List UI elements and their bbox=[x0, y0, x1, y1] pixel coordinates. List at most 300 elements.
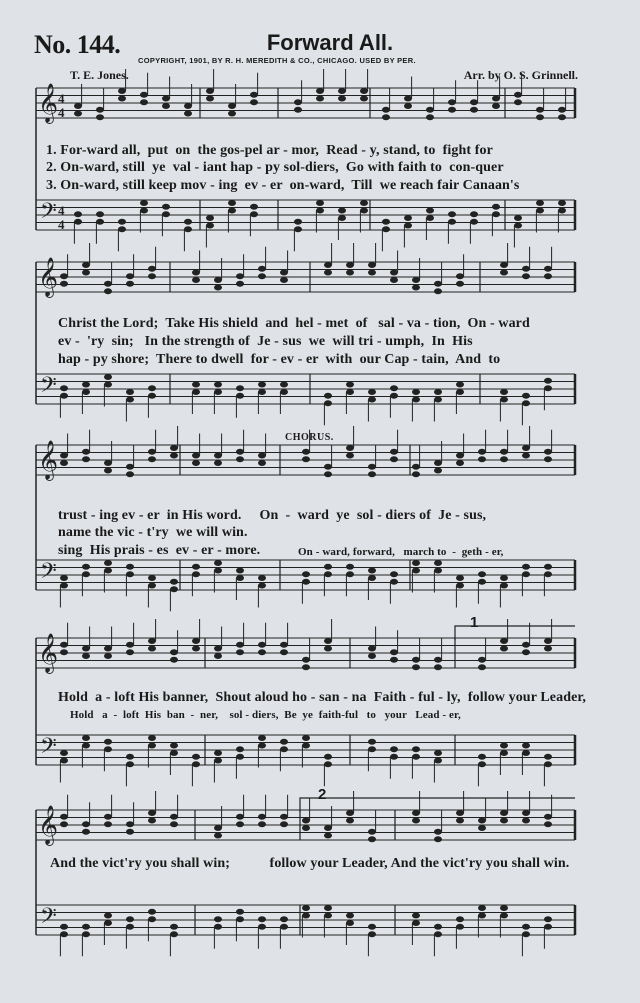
note-head bbox=[258, 649, 266, 655]
note-head bbox=[492, 96, 500, 102]
note-head bbox=[544, 754, 552, 760]
note-head bbox=[148, 449, 156, 455]
note-head bbox=[390, 393, 398, 399]
note-head bbox=[236, 449, 244, 455]
note-head bbox=[558, 200, 566, 206]
note-head bbox=[82, 564, 90, 570]
note-head bbox=[258, 743, 266, 749]
note-head bbox=[324, 913, 332, 919]
note-head bbox=[324, 571, 332, 577]
note-head bbox=[96, 211, 104, 217]
note-head bbox=[302, 579, 310, 585]
note-head bbox=[346, 818, 354, 824]
note-head bbox=[126, 821, 134, 827]
note-head bbox=[434, 750, 442, 756]
note-head bbox=[434, 758, 442, 764]
note-head bbox=[360, 88, 368, 94]
note-head bbox=[258, 916, 266, 922]
note-head bbox=[126, 464, 134, 470]
note-head bbox=[170, 750, 178, 756]
note-head bbox=[522, 818, 530, 824]
lyric-chorus-bass-line-2: Hold a - loft His ban - ner, sol - diers, Be ye faith-ful to your Lead - er, bbox=[70, 709, 461, 721]
note-head bbox=[346, 571, 354, 577]
note-head bbox=[170, 445, 178, 451]
note-head bbox=[206, 223, 214, 229]
note-head bbox=[228, 200, 236, 206]
note-head bbox=[346, 920, 354, 926]
note-head bbox=[184, 111, 192, 117]
note-head bbox=[148, 818, 156, 824]
note-head bbox=[500, 750, 508, 756]
note-head bbox=[456, 460, 464, 466]
note-head bbox=[126, 829, 134, 835]
note-head bbox=[214, 653, 222, 659]
note-head bbox=[236, 385, 244, 391]
note-head bbox=[170, 821, 178, 827]
note-head bbox=[434, 924, 442, 930]
note-head bbox=[236, 642, 244, 648]
note-head bbox=[126, 642, 134, 648]
note-head bbox=[82, 924, 90, 930]
lyric-verse-2-line-3: name the vic - t'ry we will win. bbox=[58, 525, 248, 540]
note-head bbox=[368, 262, 376, 268]
note-head bbox=[170, 579, 178, 585]
note-head bbox=[280, 382, 288, 388]
note-head bbox=[390, 754, 398, 760]
note-head bbox=[192, 382, 200, 388]
note-head bbox=[60, 583, 68, 589]
note-head bbox=[544, 266, 552, 272]
note-head bbox=[500, 449, 508, 455]
note-head bbox=[74, 219, 82, 225]
note-head bbox=[302, 657, 310, 663]
treble-clef: 𝄞 bbox=[38, 257, 59, 297]
note-head bbox=[500, 810, 508, 816]
note-head bbox=[250, 92, 258, 98]
note-head bbox=[302, 825, 310, 831]
note-head bbox=[434, 281, 442, 287]
note-head bbox=[126, 397, 134, 403]
note-head bbox=[126, 924, 134, 930]
note-head bbox=[148, 909, 156, 915]
note-head bbox=[412, 657, 420, 663]
note-head bbox=[368, 836, 376, 842]
note-head bbox=[324, 646, 332, 652]
lyric-verse-3-line-2: hap - py shore; There to dwell for - ev - er with our Cap - tain, And to bbox=[58, 352, 501, 367]
note-head bbox=[544, 821, 552, 827]
note-head bbox=[184, 103, 192, 109]
note-head bbox=[456, 453, 464, 459]
note-head bbox=[500, 583, 508, 589]
note-head bbox=[118, 219, 126, 225]
note-head bbox=[192, 638, 200, 644]
note-head bbox=[228, 103, 236, 109]
note-head bbox=[360, 200, 368, 206]
note-head bbox=[434, 397, 442, 403]
copyright-line: COPYRIGHT, 1901, BY R. H. MEREDITH & CO., CHICAGO. USED BY PER. bbox=[138, 56, 416, 65]
note-head bbox=[478, 754, 486, 760]
note-head bbox=[324, 270, 332, 276]
note-head bbox=[104, 468, 112, 474]
note-head bbox=[346, 270, 354, 276]
note-head bbox=[360, 208, 368, 214]
note-head bbox=[258, 575, 266, 581]
note-head bbox=[426, 114, 434, 120]
note-head bbox=[148, 916, 156, 922]
note-head bbox=[434, 664, 442, 670]
note-head bbox=[324, 833, 332, 839]
note-head bbox=[544, 571, 552, 577]
note-head bbox=[544, 456, 552, 462]
note-head bbox=[82, 646, 90, 652]
note-head bbox=[346, 389, 354, 395]
note-head bbox=[478, 664, 486, 670]
note-head bbox=[544, 273, 552, 279]
note-head bbox=[60, 273, 68, 279]
note-head bbox=[360, 96, 368, 102]
note-head bbox=[140, 92, 148, 98]
note-head bbox=[426, 107, 434, 113]
note-head bbox=[126, 389, 134, 395]
note-head bbox=[324, 464, 332, 470]
note-head bbox=[316, 88, 324, 94]
note-head bbox=[258, 583, 266, 589]
note-head bbox=[214, 460, 222, 466]
note-head bbox=[82, 389, 90, 395]
note-head bbox=[536, 208, 544, 214]
note-head bbox=[500, 389, 508, 395]
note-head bbox=[316, 96, 324, 102]
note-head bbox=[60, 649, 68, 655]
note-head bbox=[456, 810, 464, 816]
bass-clef: 𝄢 bbox=[40, 904, 57, 934]
note-head bbox=[390, 657, 398, 663]
note-head bbox=[522, 393, 530, 399]
note-head bbox=[60, 281, 68, 287]
note-head bbox=[126, 761, 134, 767]
note-head bbox=[236, 649, 244, 655]
note-head bbox=[104, 382, 112, 388]
note-head bbox=[74, 103, 82, 109]
note-head bbox=[82, 270, 90, 276]
note-head bbox=[346, 564, 354, 570]
note-head bbox=[104, 739, 112, 745]
note-head bbox=[280, 389, 288, 395]
note-head bbox=[302, 664, 310, 670]
note-head bbox=[500, 646, 508, 652]
note-head bbox=[104, 568, 112, 574]
note-head bbox=[104, 281, 112, 287]
note-head bbox=[478, 913, 486, 919]
note-head bbox=[126, 471, 134, 477]
composer-credit: T. E. Jones. bbox=[70, 68, 129, 82]
note-head bbox=[104, 374, 112, 380]
note-head bbox=[60, 821, 68, 827]
note-head bbox=[404, 96, 412, 102]
note-head bbox=[492, 103, 500, 109]
note-head bbox=[280, 642, 288, 648]
bass-clef: 𝄢 bbox=[40, 373, 57, 403]
note-head bbox=[434, 288, 442, 294]
note-head bbox=[324, 825, 332, 831]
note-head bbox=[544, 646, 552, 652]
note-head bbox=[236, 754, 244, 760]
lyric-verse-1-line-2: Christ the Lord; Take His shield and hel - met of sal - va - tion, On - ward bbox=[58, 316, 530, 331]
note-head bbox=[96, 107, 104, 113]
note-head bbox=[522, 642, 530, 648]
note-head bbox=[500, 913, 508, 919]
note-head bbox=[412, 397, 420, 403]
note-head bbox=[522, 743, 530, 749]
note-head bbox=[184, 226, 192, 232]
note-head bbox=[60, 924, 68, 930]
time-signature: 4 bbox=[58, 217, 65, 232]
chorus-label: CHORUS. bbox=[285, 432, 334, 443]
note-head bbox=[104, 746, 112, 752]
note-head bbox=[258, 389, 266, 395]
note-head bbox=[390, 277, 398, 283]
note-head bbox=[456, 924, 464, 930]
note-head bbox=[302, 571, 310, 577]
note-head bbox=[214, 750, 222, 756]
note-head bbox=[316, 208, 324, 214]
note-head bbox=[382, 219, 390, 225]
note-head bbox=[206, 96, 214, 102]
note-head bbox=[544, 638, 552, 644]
note-head bbox=[514, 99, 522, 105]
note-head bbox=[302, 818, 310, 824]
note-head bbox=[368, 829, 376, 835]
note-head bbox=[148, 735, 156, 741]
note-head bbox=[294, 107, 302, 113]
note-head bbox=[280, 814, 288, 820]
note-head bbox=[368, 471, 376, 477]
note-head bbox=[346, 913, 354, 919]
note-head bbox=[118, 226, 126, 232]
note-head bbox=[346, 382, 354, 388]
note-head bbox=[82, 456, 90, 462]
note-head bbox=[368, 746, 376, 752]
note-head bbox=[558, 208, 566, 214]
note-head bbox=[162, 96, 170, 102]
lyric-verse-1-line-3: trust - ing ev - er in His word. On - ward ye sol - diers of Je - sus, bbox=[58, 508, 487, 523]
note-head bbox=[82, 821, 90, 827]
note-head bbox=[302, 449, 310, 455]
note-head bbox=[126, 564, 134, 570]
note-head bbox=[412, 810, 420, 816]
note-head bbox=[500, 262, 508, 268]
note-head bbox=[514, 223, 522, 229]
note-head bbox=[500, 743, 508, 749]
note-head bbox=[258, 460, 266, 466]
note-head bbox=[236, 393, 244, 399]
note-head bbox=[478, 449, 486, 455]
note-head bbox=[412, 746, 420, 752]
note-head bbox=[412, 285, 420, 291]
note-head bbox=[456, 818, 464, 824]
note-head bbox=[500, 397, 508, 403]
note-head bbox=[148, 456, 156, 462]
note-head bbox=[192, 389, 200, 395]
note-head bbox=[236, 273, 244, 279]
time-signature: 4 bbox=[58, 203, 65, 218]
note-head bbox=[544, 761, 552, 767]
note-head bbox=[140, 208, 148, 214]
note-head bbox=[522, 273, 530, 279]
note-head bbox=[236, 456, 244, 462]
note-head bbox=[60, 575, 68, 581]
note-head bbox=[162, 204, 170, 210]
note-head bbox=[228, 111, 236, 117]
note-head bbox=[302, 743, 310, 749]
note-head bbox=[236, 575, 244, 581]
note-head bbox=[184, 219, 192, 225]
note-head bbox=[346, 262, 354, 268]
arranger-credit: Arr. by O. S. Grinnell. bbox=[463, 68, 578, 82]
note-head bbox=[368, 397, 376, 403]
note-head bbox=[536, 107, 544, 113]
note-head bbox=[148, 266, 156, 272]
note-head bbox=[404, 215, 412, 221]
note-head bbox=[316, 200, 324, 206]
note-head bbox=[434, 560, 442, 566]
note-head bbox=[280, 649, 288, 655]
note-head bbox=[258, 814, 266, 820]
lyric-verse-3-line-3: sing His prais - es ev - er - more. bbox=[58, 543, 261, 558]
note-head bbox=[426, 208, 434, 214]
note-head bbox=[280, 277, 288, 283]
note-head bbox=[250, 204, 258, 210]
lyric-verse-2-line-2: ev - 'ry sin; In the strength of Je - sus we will tri - umph, In His bbox=[58, 334, 473, 349]
note-head bbox=[456, 273, 464, 279]
note-head bbox=[522, 924, 530, 930]
note-head bbox=[412, 471, 420, 477]
note-head bbox=[82, 571, 90, 577]
note-head bbox=[500, 270, 508, 276]
note-head bbox=[82, 735, 90, 741]
note-head bbox=[478, 905, 486, 911]
note-head bbox=[104, 821, 112, 827]
time-signature: 4 bbox=[58, 91, 65, 106]
note-head bbox=[346, 445, 354, 451]
note-head bbox=[434, 389, 442, 395]
hymn-title: Forward All. bbox=[266, 30, 394, 55]
note-head bbox=[470, 99, 478, 105]
note-head bbox=[60, 931, 68, 937]
note-head bbox=[412, 913, 420, 919]
note-head bbox=[148, 583, 156, 589]
note-head bbox=[470, 211, 478, 217]
note-head bbox=[544, 385, 552, 391]
note-head bbox=[294, 219, 302, 225]
lyric-chorus-bass-line-1: On - ward, forward, march to - geth - er, bbox=[298, 546, 504, 558]
note-head bbox=[412, 389, 420, 395]
note-head bbox=[456, 389, 464, 395]
note-head bbox=[214, 916, 222, 922]
note-head bbox=[390, 385, 398, 391]
note-head bbox=[170, 586, 178, 592]
note-head bbox=[96, 219, 104, 225]
note-head bbox=[478, 456, 486, 462]
note-head bbox=[324, 761, 332, 767]
note-head bbox=[258, 924, 266, 930]
note-head bbox=[456, 583, 464, 589]
note-head bbox=[162, 211, 170, 217]
treble-clef: 𝄞 bbox=[38, 633, 59, 673]
note-head bbox=[148, 385, 156, 391]
note-head bbox=[478, 571, 486, 577]
note-head bbox=[104, 653, 112, 659]
note-head bbox=[192, 453, 200, 459]
note-head bbox=[456, 575, 464, 581]
note-head bbox=[434, 657, 442, 663]
note-head bbox=[236, 909, 244, 915]
note-head bbox=[412, 920, 420, 926]
note-head bbox=[104, 288, 112, 294]
note-head bbox=[382, 114, 390, 120]
note-head bbox=[522, 931, 530, 937]
note-head bbox=[522, 649, 530, 655]
note-head bbox=[126, 273, 134, 279]
note-head bbox=[192, 571, 200, 577]
note-head bbox=[448, 219, 456, 225]
note-head bbox=[382, 226, 390, 232]
note-head bbox=[280, 821, 288, 827]
note-head bbox=[258, 642, 266, 648]
note-head bbox=[478, 657, 486, 663]
note-head bbox=[82, 931, 90, 937]
note-head bbox=[456, 281, 464, 287]
note-head bbox=[324, 400, 332, 406]
note-head bbox=[302, 456, 310, 462]
note-head bbox=[250, 211, 258, 217]
second-ending-label: 2 bbox=[318, 786, 327, 803]
note-head bbox=[390, 571, 398, 577]
note-head bbox=[500, 905, 508, 911]
note-head bbox=[448, 99, 456, 105]
note-head bbox=[492, 211, 500, 217]
note-head bbox=[60, 814, 68, 820]
note-head bbox=[148, 638, 156, 644]
note-head bbox=[148, 575, 156, 581]
note-head bbox=[214, 277, 222, 283]
note-head bbox=[60, 642, 68, 648]
note-head bbox=[500, 818, 508, 824]
note-head bbox=[404, 223, 412, 229]
note-head bbox=[368, 924, 376, 930]
bass-clef: 𝄢 bbox=[40, 559, 57, 589]
note-head bbox=[280, 746, 288, 752]
note-head bbox=[280, 270, 288, 276]
note-head bbox=[192, 754, 200, 760]
note-head bbox=[126, 571, 134, 577]
note-head bbox=[368, 568, 376, 574]
note-head bbox=[104, 920, 112, 926]
note-head bbox=[214, 646, 222, 652]
note-head bbox=[536, 114, 544, 120]
note-head bbox=[390, 746, 398, 752]
note-head bbox=[382, 107, 390, 113]
note-head bbox=[522, 445, 530, 451]
note-head bbox=[74, 111, 82, 117]
note-head bbox=[412, 464, 420, 470]
note-head bbox=[236, 821, 244, 827]
note-head bbox=[478, 579, 486, 585]
note-head bbox=[368, 575, 376, 581]
note-head bbox=[126, 649, 134, 655]
note-head bbox=[324, 262, 332, 268]
note-head bbox=[258, 453, 266, 459]
